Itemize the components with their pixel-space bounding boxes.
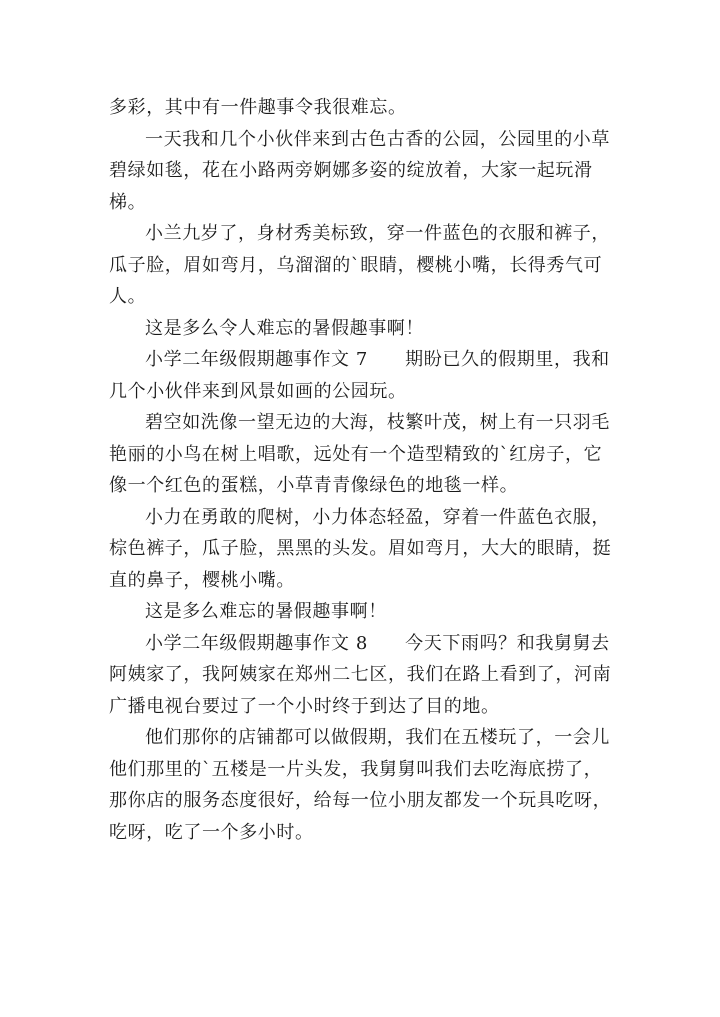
paragraph-4: 这是多么令人难忘的暑假趣事啊！	[145, 317, 424, 339]
paragraph-6: 碧空如洗像一望无边的大海，枝繁叶茂，树上有一只羽毛艳丽的小鸟在树上唱歌，远处有一个造型精致的`红房子，它像一个红色的蛋糕，小草青青像绿色的地毯一样。	[109, 412, 610, 496]
paragraph-2: 一天我和几个小伙伴来到古色古香的公园，公园里的小草碧绿如毯，花在小路两旁婀娜多姿的绽放着，大家一起玩滑梯。	[109, 128, 610, 213]
paragraph-8: 这是多么难忘的暑假趣事啊！	[145, 601, 387, 622]
paragraph-9: 小学二年级假期趣事作文 8 今天下雨吗？和我舅舅去阿姨家了，我阿姨家在郑州二七区，我们在路上看到了，河南广播电视台要过了一个小时终于到达了目的地。	[109, 632, 612, 717]
paragraph-5: 小学二年级假期趣事作文 7 期盼已久的假期里，我和几个小伙伴来到风景如画的公园玩。	[109, 349, 610, 402]
paragraph-3: 小兰九岁了，身材秀美标致，穿一件蓝色的衣服和裤子，瓜子脸，眉如弯月，乌溜溜的`眼睛，樱桃小嘴，长得秀气可人。	[109, 223, 610, 307]
paragraph-1: 多彩，其中有一件趣事令我很难忘。	[109, 97, 407, 118]
paragraph-10: 他们那你的店铺都可以做假期，我们在五楼玩了，一会儿他们那里的`五楼是一片头发，我舅舅叫我们去吃海底捞了，那你店的服务态度很好，给每一位小朋友都发一个玩具吃呀，吃呀，吃了一个多小时。	[109, 727, 612, 843]
document-body	[109, 92, 615, 848]
paragraph-7: 小力在勇敢的爬树，小力体态轻盈，穿着一件蓝色衣服，棕色裤子，瓜子脸，黑黑的头发。眉如弯月，大大的眼睛，挺直的鼻子，樱桃小嘴。	[109, 506, 612, 591]
